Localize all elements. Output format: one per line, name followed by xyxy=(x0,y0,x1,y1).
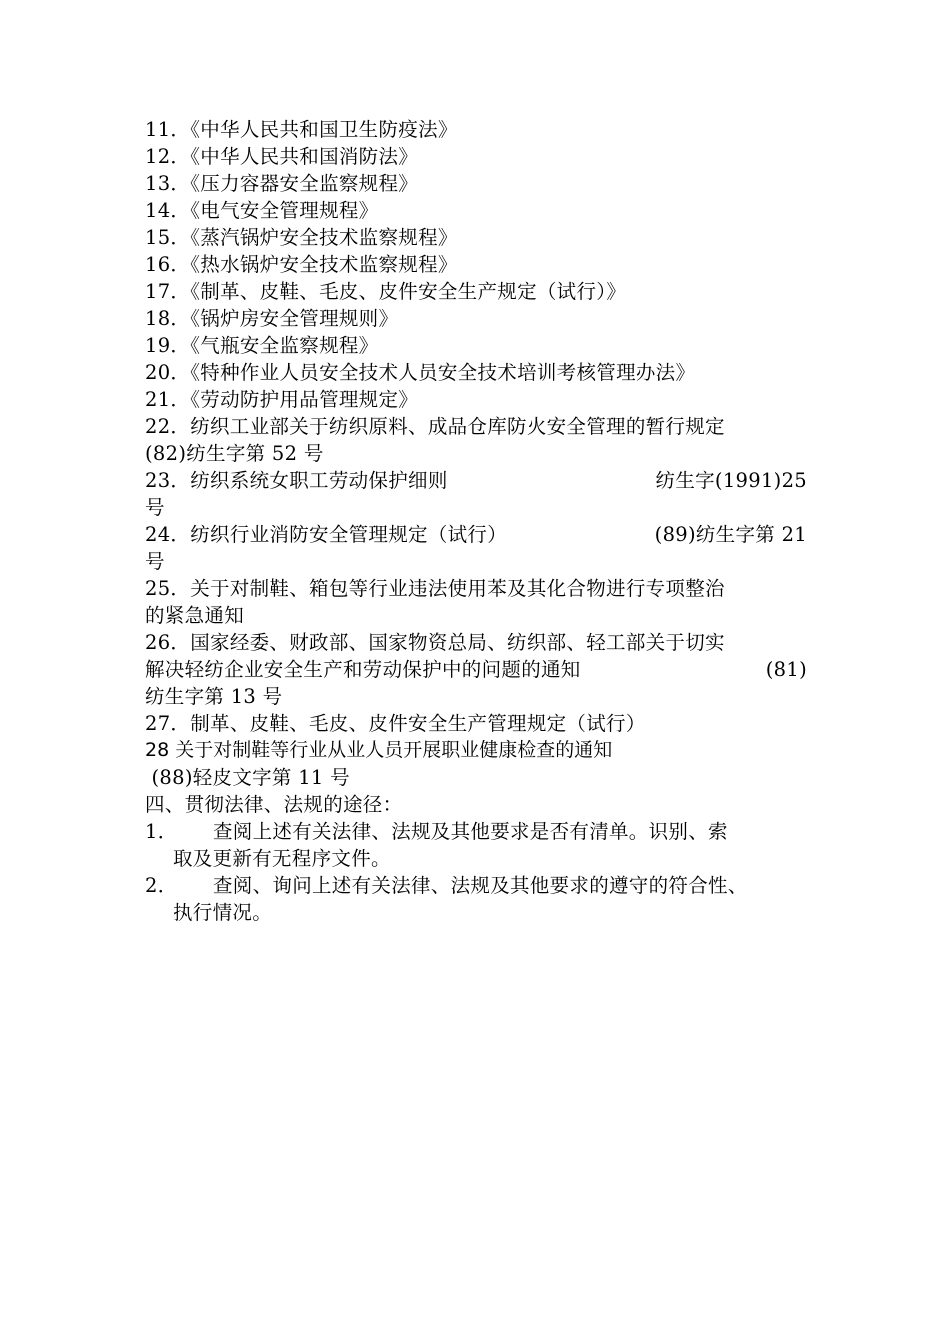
item-number: 17． xyxy=(145,280,191,303)
document-body xyxy=(145,116,815,926)
list-item-18 xyxy=(145,305,815,332)
item-doc-number: (81) xyxy=(765,658,807,681)
item-text: 《蒸汽锅炉安全技术监察规程》 xyxy=(190,226,458,249)
list-item-13 xyxy=(145,170,815,197)
point-number: 1． xyxy=(145,820,178,843)
item-number: 16． xyxy=(145,253,191,276)
item-text: 《气瓶安全监察规程》 xyxy=(190,334,379,357)
item-text: 《热水锅炉安全技术监察规程》 xyxy=(190,253,458,276)
point-text-line: 查阅上述有关法律、法规及其他要求是否有清单。识别、索 xyxy=(213,820,728,843)
item-text-line: (82)纺生字第 52 号 xyxy=(145,442,324,465)
item-number: 11． xyxy=(145,118,191,141)
item-title: 23．纺织系统女职工劳动保护细则 xyxy=(145,469,448,492)
list-item-25 xyxy=(145,575,815,629)
item-text: 《中华人民共和国消防法》 xyxy=(190,145,419,168)
item-text: 《中华人民共和国卫生防疫法》 xyxy=(190,118,458,141)
item-text: 《电气安全管理规程》 xyxy=(190,199,379,222)
item-number: 14． xyxy=(145,199,191,222)
list-item-26 xyxy=(145,629,815,710)
section-point-2 xyxy=(145,872,815,926)
list-item-20 xyxy=(145,359,815,386)
list-item-12 xyxy=(145,143,815,170)
item-text: 《特种作业人员安全技术人员安全技术培训考核管理办法》 xyxy=(190,361,696,384)
list-item-22 xyxy=(145,413,815,467)
item-text: 《锅炉房安全管理规则》 xyxy=(190,307,399,330)
item-doc-number-tail: 号 xyxy=(145,496,165,519)
point-number: 2． xyxy=(145,874,178,897)
list-item-19 xyxy=(145,332,815,359)
item-doc-number-tail: 号 xyxy=(145,550,165,573)
item-title: 24．纺织行业消防安全管理规定（试行） xyxy=(145,523,508,546)
item-number: 12． xyxy=(145,145,191,168)
item-number: 19． xyxy=(145,334,191,357)
item-text-line: 28 关于对制鞋等行业从业人员开展职业健康检查的通知 xyxy=(145,739,613,761)
list-item-21 xyxy=(145,386,815,413)
item-text: 《劳动防护用品管理规定》 xyxy=(190,388,419,411)
item-text-line: 26．国家经委、财政部、国家物资总局、纺织部、轻工部关于切实 xyxy=(145,631,725,654)
point-text-line: 取及更新有无程序文件。 xyxy=(173,847,391,870)
section-heading: 四、贯彻法律、法规的途径： xyxy=(145,793,403,816)
item-doc-number: (89)纺生字第 21 xyxy=(654,523,807,546)
item-number: 21． xyxy=(145,388,191,411)
item-number: 15． xyxy=(145,226,191,249)
list-item-16 xyxy=(145,251,815,278)
item-text-line: 的紧急通知 xyxy=(145,604,245,627)
list-item-23 xyxy=(145,467,815,521)
item-text-line: 解决轻纺企业安全生产和劳动保护中的问题的通知 xyxy=(145,658,581,681)
item-doc-number: (88)轻皮文字第 11 号 xyxy=(145,766,350,789)
item-text: 《压力容器安全监察规程》 xyxy=(190,172,419,195)
point-text-line: 查阅、询问上述有关法律、法规及其他要求的遵守的符合性、 xyxy=(213,874,748,897)
list-item-14 xyxy=(145,197,815,224)
list-item-27: 27．制革、皮鞋、毛皮、皮件安全生产管理规定（试行） xyxy=(145,712,646,735)
section-point-1 xyxy=(145,818,815,872)
list-item-15 xyxy=(145,224,815,251)
list-item-17 xyxy=(145,278,815,305)
list-item-28 xyxy=(145,737,815,791)
item-text-line: 25．关于对制鞋、箱包等行业违法使用苯及其化合物进行专项整治 xyxy=(145,577,725,600)
list-item-11 xyxy=(145,116,815,143)
point-text-line: 执行情况。 xyxy=(173,901,273,924)
item-number: 20． xyxy=(145,361,191,384)
list-item-24 xyxy=(145,521,815,575)
item-number: 18． xyxy=(145,307,191,330)
item-text: 《制革、皮鞋、毛皮、皮件安全生产规定（试行）》 xyxy=(190,280,627,303)
item-doc-number: 纺生字(1991)25 xyxy=(655,469,807,492)
item-doc-number-tail: 纺生字第 13 号 xyxy=(145,685,283,708)
item-text-line: 22．纺织工业部关于纺织原料、成品仓库防火安全管理的暂行规定 xyxy=(145,415,725,438)
item-number: 13． xyxy=(145,172,191,195)
